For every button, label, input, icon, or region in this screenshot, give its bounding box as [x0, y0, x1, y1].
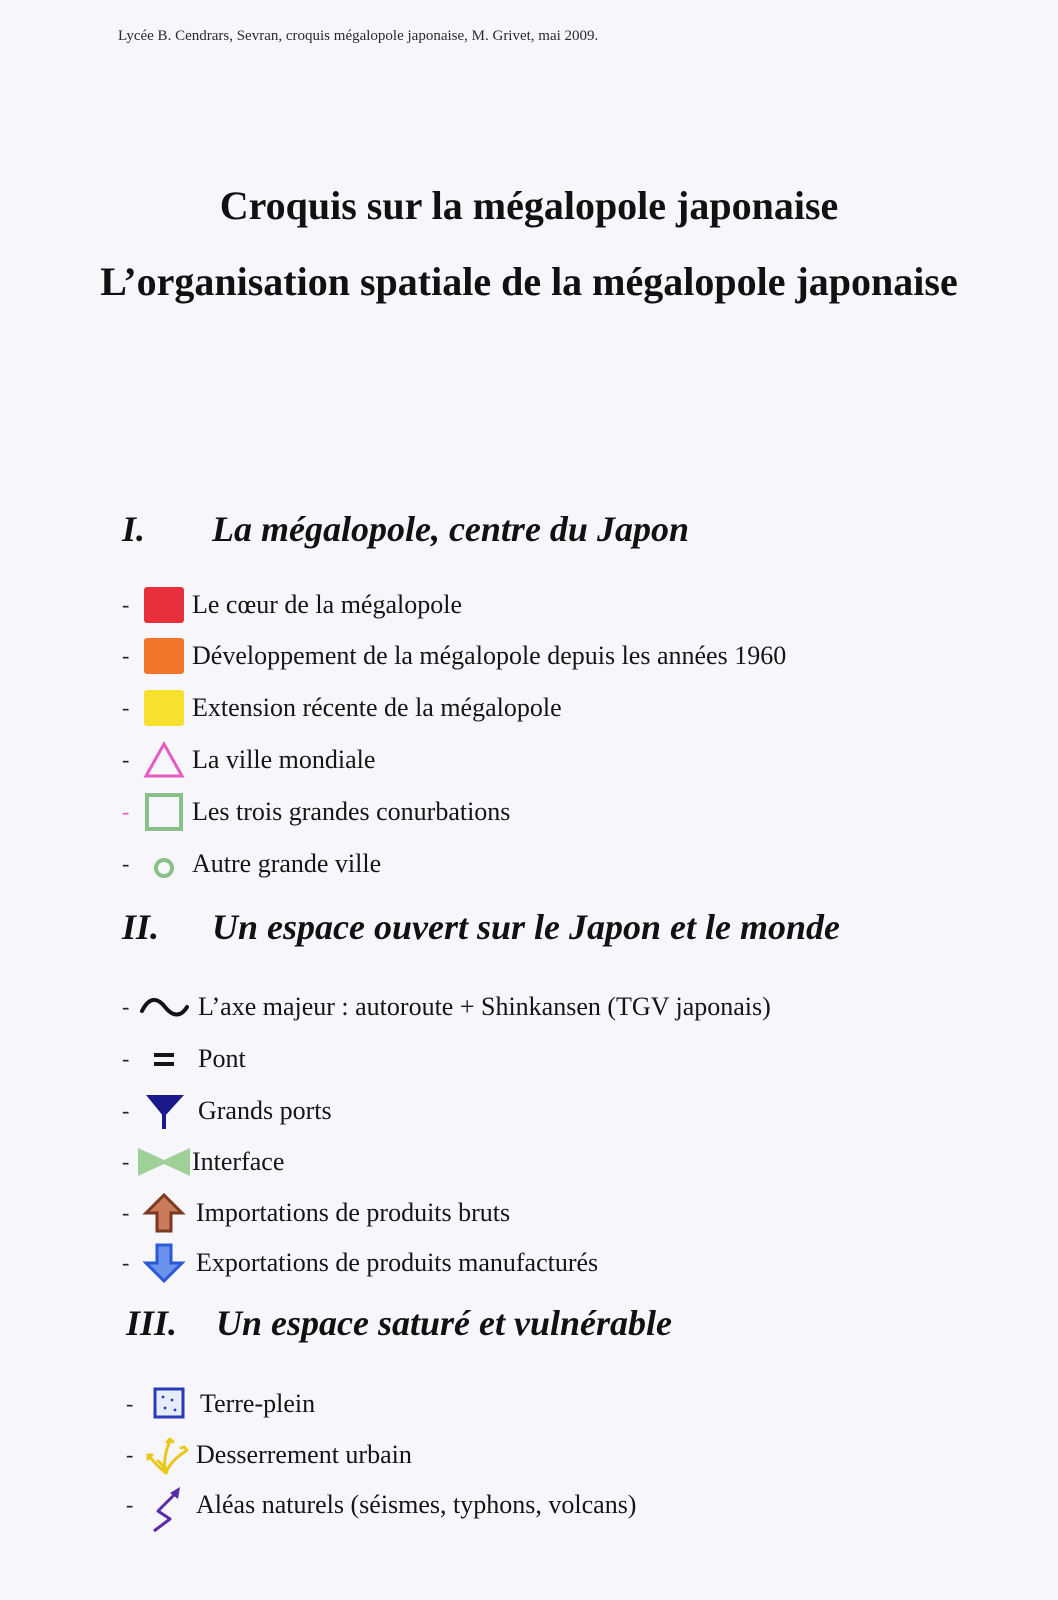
- dash: -: [122, 592, 130, 617]
- legend-label: Importations de produits bruts: [196, 1198, 511, 1227]
- legend-label: La ville mondiale: [192, 745, 376, 774]
- legend-item-terre-plein: [126, 1384, 315, 1424]
- legend-label: L’axe majeur : autoroute + Shinkansen (TGV japonais): [198, 992, 771, 1021]
- legend-item-coeur: [122, 585, 462, 625]
- dash: -: [126, 1442, 134, 1467]
- title-line-1: Croquis sur la mégalopole japonaise: [219, 183, 839, 228]
- legend-item-ports: [122, 1091, 332, 1131]
- legend-item-ville-mondiale: [122, 740, 375, 780]
- legend-item-developpement: [122, 636, 786, 676]
- section-3-heading: [126, 1302, 672, 1344]
- dash: -: [122, 851, 130, 876]
- dash: -: [122, 1149, 130, 1174]
- legend-label: Pont: [198, 1044, 246, 1073]
- yellow-square-icon: [136, 688, 192, 728]
- legend-label: Exportations de produits manufacturés: [196, 1248, 599, 1277]
- down-arrow-icon: [136, 1243, 192, 1283]
- section-1-title: La mégalopole, centre du Japon: [212, 509, 689, 549]
- dash: -: [126, 1492, 134, 1517]
- green-circle-icon: [136, 844, 192, 884]
- section-2-number: II.: [122, 907, 160, 947]
- section-2-heading: [122, 906, 840, 948]
- title-line-2: L’organisation spatiale de la mégalopole japonaise: [100, 259, 958, 304]
- section-1-heading: [122, 508, 689, 550]
- orange-square-icon: [136, 636, 192, 676]
- dash: -: [122, 643, 130, 668]
- lightning-arrow-icon: [140, 1485, 196, 1525]
- up-arrow-icon: [136, 1193, 192, 1233]
- green-square-outline-icon: [136, 792, 192, 832]
- legend-item-conurbations: [122, 792, 510, 832]
- legend-item-desserrement: [126, 1435, 412, 1475]
- double-line-icon: [136, 1039, 192, 1079]
- dash: -: [122, 1250, 130, 1275]
- legend-item-aleas: [126, 1485, 636, 1525]
- section-2-title: Un espace ouvert sur le Japon et le monde: [212, 907, 840, 947]
- dash: -: [122, 994, 130, 1019]
- interface-bowtie-icon: [136, 1142, 192, 1182]
- page-header: Lycée B. Cendrars, Sevran, croquis mégalopole japonaise, M. Grivet, mai 2009.: [118, 28, 599, 44]
- section-3-number: III.: [126, 1303, 178, 1343]
- legend-item-autre-ville: [122, 844, 381, 884]
- section-1-number: I.: [122, 509, 146, 549]
- wave-line-icon: [136, 987, 192, 1027]
- legend-label: Terre-plein: [200, 1389, 316, 1418]
- pink-triangle-icon: [136, 740, 192, 780]
- legend-item-axe-majeur: [122, 987, 771, 1027]
- dash: -: [126, 1391, 134, 1416]
- legend-item-pont: [122, 1039, 246, 1079]
- legend-label: Aléas naturels (séismes, typhons, volcans): [196, 1490, 637, 1519]
- legend-label: Interface: [192, 1147, 285, 1176]
- legend-item-extension: [122, 688, 562, 728]
- port-triangle-icon: [136, 1091, 192, 1131]
- legend-label: Les trois grandes conurbations: [192, 797, 511, 826]
- legend-label: Développement de la mégalopole depuis les années 1960: [192, 641, 787, 670]
- legend-label: Grands ports: [198, 1096, 332, 1125]
- dash: -: [122, 1046, 130, 1071]
- legend-item-importations: [122, 1193, 510, 1233]
- legend-label: Le cœur de la mégalopole: [192, 590, 462, 619]
- red-square-icon: [136, 585, 192, 625]
- dash: -: [122, 1200, 130, 1225]
- legend-label: Desserrement urbain: [196, 1440, 412, 1469]
- dash: -: [122, 747, 130, 772]
- legend-label: Autre grande ville: [192, 849, 382, 878]
- section-3-title: Un espace saturé et vulnérable: [216, 1303, 672, 1343]
- legend-item-interface: [122, 1142, 284, 1182]
- dotted-square-icon: [140, 1384, 196, 1424]
- dash: -: [122, 799, 130, 824]
- legend-item-exportations: [122, 1243, 598, 1283]
- legend-label: Extension récente de la mégalopole: [192, 693, 562, 722]
- dash: -: [122, 1098, 130, 1123]
- dash: -: [122, 695, 130, 720]
- scatter-arrows-icon: [140, 1435, 196, 1475]
